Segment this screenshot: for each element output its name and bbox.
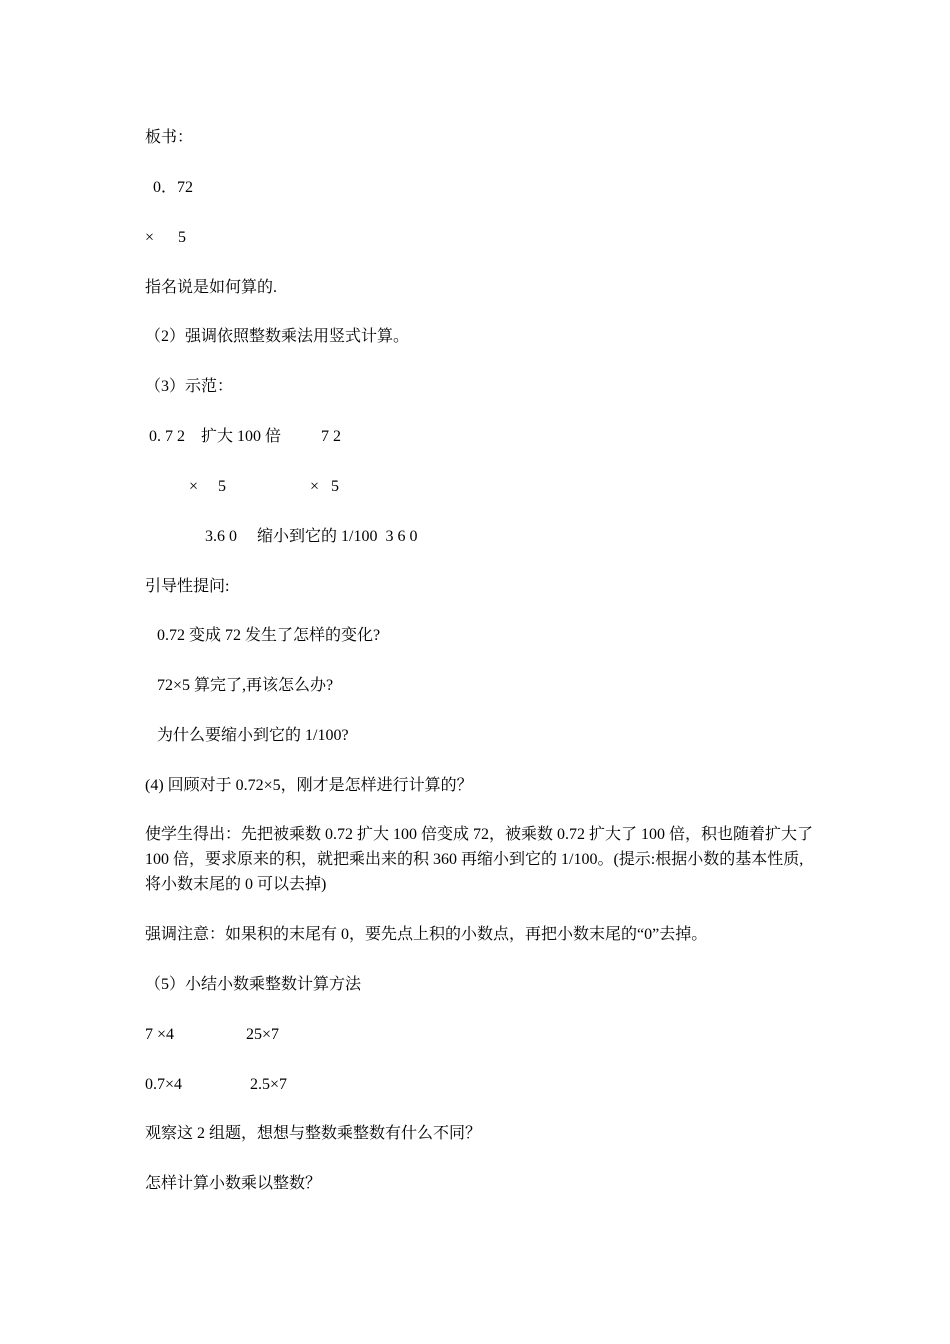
question-line: 为什么要缩小到它的 1/100? — [145, 727, 349, 744]
exercise-row-1: 7 ×4 25×7 — [145, 1026, 280, 1043]
text-line: （2）强调依照整数乘法用竖式计算。 — [145, 328, 410, 345]
demo-row-1: 0. 7 2 扩大 100 倍 7 2 — [145, 428, 342, 445]
text-line: 怎样计算小数乘以整数？ — [145, 1175, 322, 1192]
demo-row-3: 3.6 0 缩小到它的 1/100 3 6 0 — [145, 528, 418, 545]
exercise-row-2: 0.7×4 2.5×7 — [145, 1076, 288, 1093]
text-line: 强调注意：如果积的末尾有 0，要先点上积的小数点，再把小数末尾的“0”去掉。 — [145, 926, 708, 943]
explanation-paragraph: 使学生得出：先把被乘数 0.72 扩大 100 倍变成 72，被乘数 0.72 扩大了 100 倍，积也随着扩大了 100 倍，要求原来的积，就把乘出来的积 360 再缩小到它的 1/100。(提示:根据小数的基本性质, 将小数末尾的 0 可以去掉) — [145, 826, 814, 893]
text-line: (4) 回顾对于 0.72×5，刚才是怎样进行计算的？ — [145, 777, 473, 794]
text-line: 引导性提问: — [145, 578, 230, 595]
vertical-calc-top: 0．72 — [145, 179, 194, 196]
text-line: 观察这 2 组题，想想与整数乘整数有什么不同？ — [145, 1125, 482, 1142]
text-line: 指名说是如何算的. — [145, 279, 278, 296]
vertical-calc-multiplier: × 5 — [145, 229, 187, 246]
text-line: （3）示范： — [145, 378, 234, 395]
question-line: 72×5 算完了,再该怎么办? — [145, 677, 334, 694]
heading-board: 板书： — [145, 129, 194, 146]
demo-row-2: × 5 × 5 — [145, 478, 340, 495]
question-line: 0.72 变成 72 发生了怎样的变化? — [145, 627, 381, 644]
text-line: （5）小结小数乘整数计算方法 — [145, 976, 362, 993]
